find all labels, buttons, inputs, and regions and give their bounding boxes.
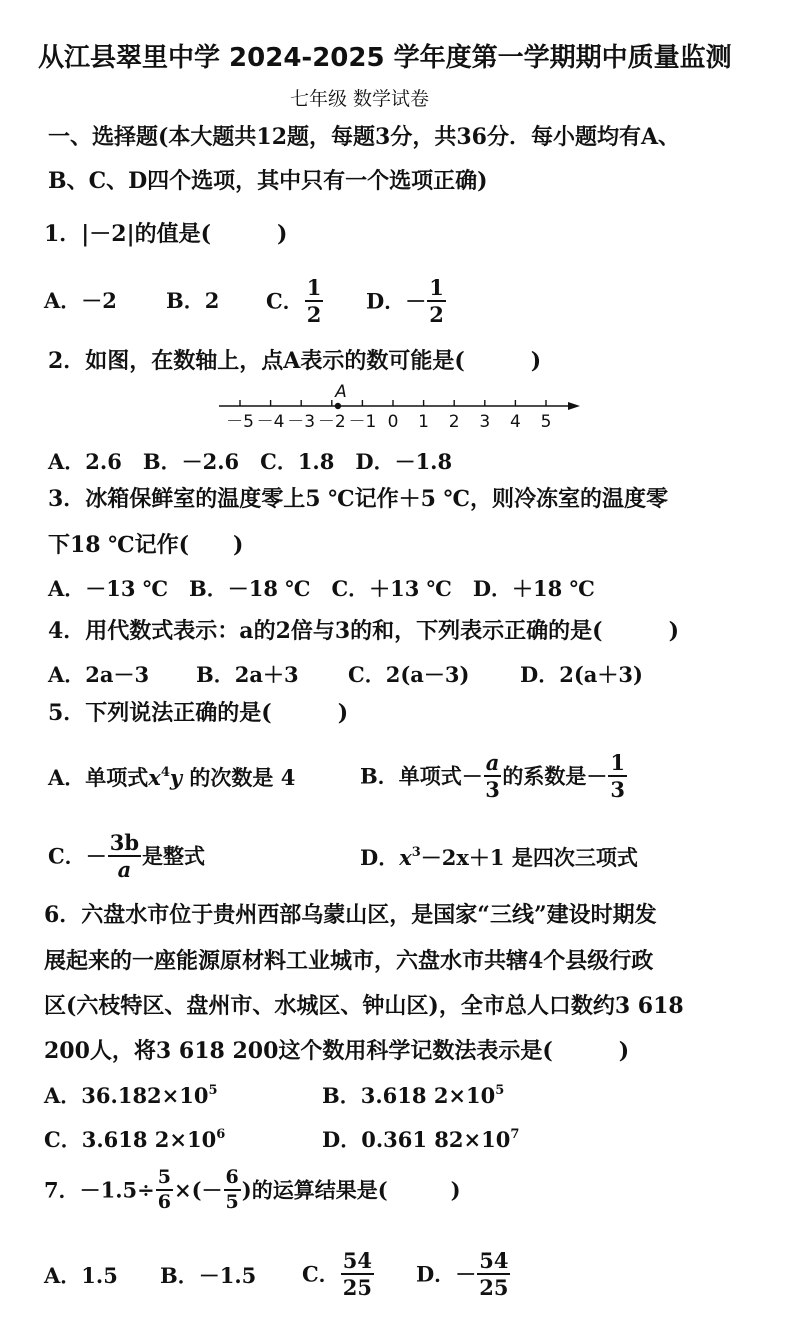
q1-option-c — [266, 277, 324, 325]
q4-option-c: C．2(a－3) — [348, 662, 470, 687]
number-line-figure — [215, 378, 585, 434]
point-a-label: A — [335, 382, 347, 402]
q1-option-b: B．2 — [166, 288, 220, 313]
q7-c-numerator: 54 — [342, 1248, 372, 1273]
q6-c-text: C．3.618 2×10 — [44, 1127, 217, 1152]
number-line-arrow-icon — [568, 402, 580, 410]
q1-option-d — [366, 277, 447, 325]
number-line-tick-label: 1 — [418, 412, 430, 432]
q5-option-b — [360, 752, 628, 800]
q4-option-b: B．2a＋3 — [196, 662, 299, 687]
q6-d-text: D．0.361 82×10 — [322, 1127, 511, 1152]
question-6-line2: 展起来的一座能源原材料工业城市，六盘水市共辖4个县级行政 — [44, 948, 654, 974]
q4-option-d: D．2(a＋3) — [520, 662, 643, 687]
q1-c-denominator: 2 — [306, 302, 322, 327]
number-line-tick-label: 5 — [540, 412, 552, 432]
q4-option-a: A．2a－3 — [48, 662, 150, 687]
question-7-stem — [44, 1168, 461, 1212]
exam-title: 从江县翠里中学 2024-2025 学年度第一学期期中质量监测 — [38, 43, 732, 73]
q7-option-b: B．－1.5 — [160, 1263, 257, 1288]
q3-options: A．－13 ℃ B．－18 ℃ C．＋13 ℃ D．＋18 ℃ — [48, 576, 595, 601]
number-line-tick-label: －1 — [348, 412, 377, 432]
q1-option-d-prefix: D．－ — [366, 288, 427, 314]
q7-frac1-denominator: 6 — [157, 1191, 171, 1213]
q7-frac2-numerator: 6 — [224, 1168, 241, 1191]
question-4-stem: 4．用代数式表示：a的2倍与3的和，下列表示正确的是( ) — [48, 618, 679, 644]
q1-option-c-prefix: C． — [266, 288, 304, 314]
question-2-stem: 2．如图，在数轴上，点A表示的数可能是( ) — [48, 348, 542, 374]
number-line-tick-label: －5 — [226, 412, 254, 432]
q7-d-denominator: 25 — [479, 1275, 509, 1300]
q7-option-a: A．1.5 — [44, 1263, 118, 1288]
question-1-stem: 1．|－2|的值是( ) — [44, 221, 288, 247]
q5-b-numerator-2: 1 — [610, 750, 625, 775]
number-line-tick-label: －3 — [287, 412, 316, 432]
q5-option-c — [48, 832, 205, 880]
q5-a-text: A．单项式 — [48, 765, 149, 790]
q5-b-denominator: 3 — [485, 777, 500, 802]
number-line-tick-label: 3 — [479, 412, 491, 432]
q6-a-exponent: 5 — [208, 1083, 218, 1098]
q5-c-denominator: a — [117, 857, 132, 882]
q7-stem-c: )的运算结果是( ) — [241, 1177, 461, 1203]
q5-a-var: y — [169, 765, 183, 790]
question-5-stem: 5．下列说法正确的是( ) — [48, 700, 349, 726]
q5-a-base: x — [148, 765, 161, 790]
q6-option-b — [322, 1085, 504, 1106]
q5-d-tail: －2x＋1 是四次三项式 — [420, 845, 638, 870]
q6-option-d — [322, 1129, 519, 1150]
q1-d-numerator: 1 — [429, 275, 444, 300]
question-3-stem-line1: 3．冰箱保鲜室的温度零上5 ℃记作＋5 ℃，则冷冻室的温度零 — [48, 486, 668, 512]
q2-options: A．2.6 B．－2.6 C．1.8 D．－1.8 — [48, 449, 453, 474]
number-line — [219, 382, 580, 432]
q7-d-prefix: D．－ — [416, 1261, 477, 1287]
q7-option-c — [302, 1250, 375, 1298]
q5-d-exponent: 3 — [411, 845, 421, 860]
q6-a-text: A．36.182×10 — [44, 1083, 209, 1108]
question-6-line4: 200人，将3 618 200这个数用科学记数法表示是( ) — [44, 1038, 630, 1064]
point-a-marker — [335, 403, 341, 409]
q6-c-exponent: 6 — [216, 1127, 226, 1142]
q1-d-denominator: 2 — [429, 302, 444, 327]
q5-b-numerator: a — [485, 750, 500, 775]
q6-b-text: B．3.618 2×10 — [322, 1083, 496, 1108]
number-line-tick-label: 2 — [448, 412, 460, 432]
number-line-tick-label: －4 — [256, 412, 285, 432]
q7-c-prefix: C． — [302, 1261, 340, 1287]
q7-stem-b: ×(－ — [173, 1177, 223, 1203]
section-heading-line1: 一、选择题(本大题共12题，每题3分，共36分．每小题均有A、 — [48, 124, 681, 150]
q5-c-text: C．－ — [48, 843, 107, 869]
q5-a-exponent: 4 — [160, 765, 170, 780]
number-line-tick-label: 0 — [387, 412, 399, 432]
q5-d-text: D． — [360, 845, 400, 870]
number-line-tick-label: －2 — [317, 412, 346, 432]
q6-option-c — [44, 1129, 225, 1150]
q5-c-numerator: 3b — [109, 830, 140, 855]
q5-c-tail: 是整式 — [142, 843, 206, 869]
q7-stem-a: 7．－1.5÷ — [44, 1177, 155, 1203]
question-6-line3: 区(六枝特区、盘州市、水城区、钟山区)，全市总人口数约3 618 — [44, 993, 684, 1019]
question-6-line1: 6．六盘水市位于贵州西部乌蒙山区，是国家“三线”建设时期发 — [44, 902, 657, 928]
exam-subtitle: 七年级 数学试卷 — [290, 88, 430, 110]
q6-option-a — [44, 1085, 218, 1106]
q5-a-tail: 的次数是 4 — [182, 765, 296, 790]
q1-c-numerator: 1 — [306, 275, 322, 300]
q5-d-base: x — [399, 845, 412, 870]
q7-frac2-denominator: 5 — [225, 1191, 239, 1213]
q5-b-text: B．单项式－ — [360, 763, 483, 789]
q6-b-exponent: 5 — [495, 1083, 505, 1098]
q5-b-denominator-2: 3 — [610, 777, 625, 802]
number-line-tick-label: 4 — [509, 412, 521, 432]
question-3-stem-line2: 下18 ℃记作( ) — [48, 532, 244, 558]
q1-option-a: A．－2 — [44, 288, 117, 313]
q5-option-a — [48, 767, 295, 788]
q6-d-exponent: 7 — [510, 1127, 520, 1142]
q7-c-denominator: 25 — [342, 1275, 372, 1300]
q5-b-mid: 的系数是－ — [502, 763, 608, 789]
q7-frac1-numerator: 5 — [156, 1168, 173, 1191]
q5-option-d — [360, 847, 638, 868]
q7-option-d — [416, 1250, 511, 1298]
section-heading-line2: B、C、D四个选项，其中只有一个选项正确) — [48, 168, 488, 194]
q7-d-numerator: 54 — [479, 1248, 509, 1273]
